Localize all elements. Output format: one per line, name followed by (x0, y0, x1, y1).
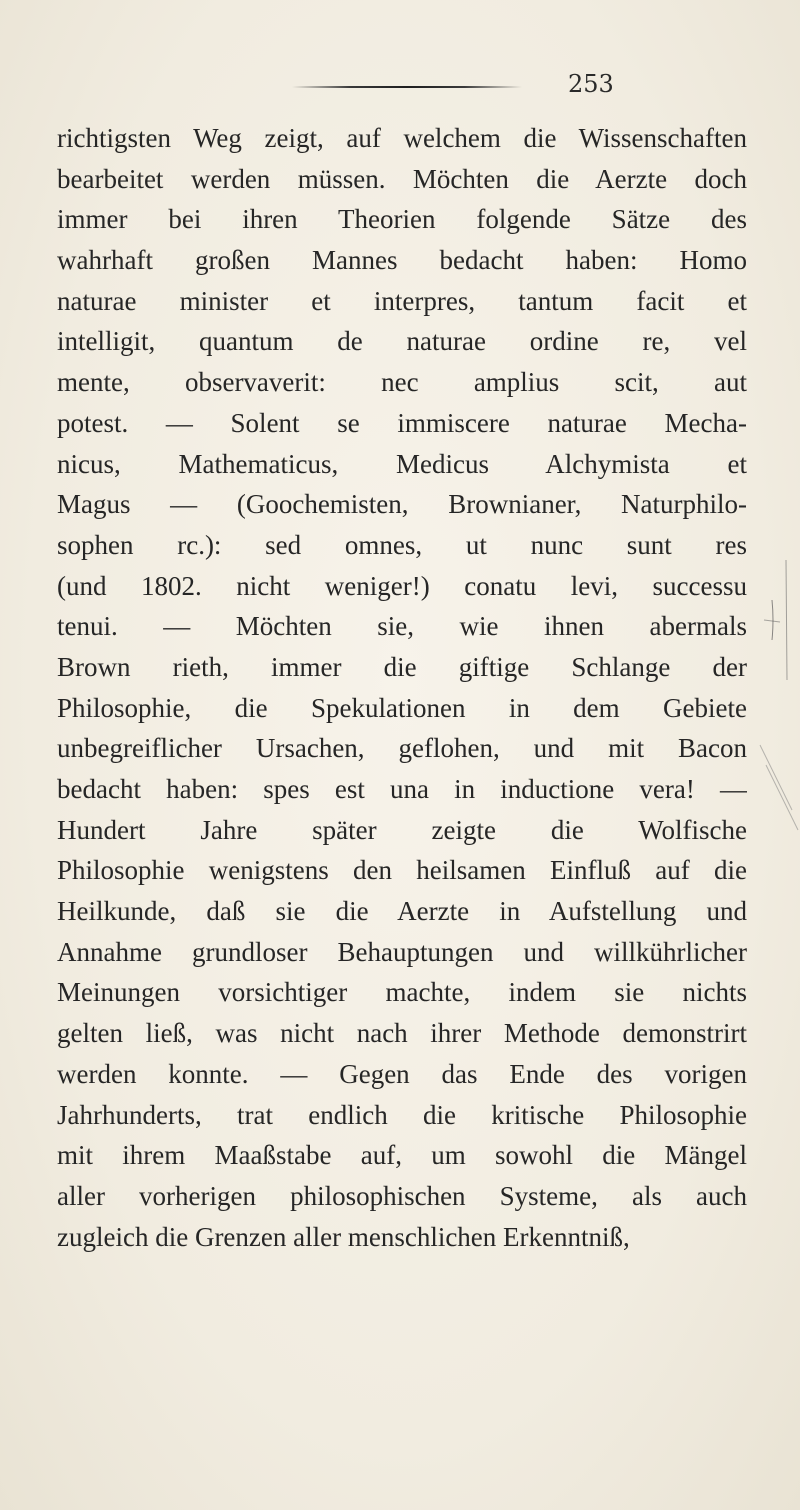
text-line: Meinungen vorsichtiger machte, indem sie nichts (57, 977, 747, 1008)
text-line: Magus — (Goochemisten, Brownianer, Naturphilo- (57, 489, 747, 520)
text-line: Philosophie, die Spekulationen in dem Gebiete (57, 692, 747, 723)
text-line: zugleich die Grenzen aller menschlichen Erkenntniß, (57, 1221, 630, 1252)
body-text (57, 118, 747, 1257)
text-line: mente, observaverit: nec amplius scit, aut (57, 367, 747, 398)
text-line: nicus, Mathematicus, Medicus Alchymista et (57, 448, 747, 479)
header-rule (292, 86, 522, 88)
text-line: Heilkunde, daß sie die Aerzte in Aufstellung und (57, 896, 747, 927)
text-line: mit ihrem Maaßstabe auf, um sowohl die Mängel (57, 1140, 747, 1171)
text-line: bearbeitet werden müssen. Möchten die Aerzte doch (57, 163, 747, 194)
text-line: Annahme grundloser Behauptungen und willkührlicher (57, 936, 747, 967)
text-line: Jahrhunderts, trat endlich die kritische Philosophie (57, 1099, 747, 1130)
text-line: sophen rc.): sed omnes, ut nunc sunt res (57, 529, 747, 560)
text-line: (und 1802. nicht weniger!) conatu levi, successu (57, 570, 747, 601)
text-line: werden konnte. — Gegen das Ende des vorigen (57, 1058, 747, 1089)
text-line: naturae minister et interpres, tantum facit et (57, 285, 747, 316)
text-line: potest. — Solent se immiscere naturae Mecha- (57, 407, 747, 438)
text-line: aller vorherigen philosophischen Systeme, als auch (57, 1180, 747, 1211)
text-line: intelligit, quantum de naturae ordine re, vel (57, 326, 747, 357)
text-line: bedacht haben: spes est una in inductione vera! — (57, 774, 747, 804)
margin-pencil-marks (750, 560, 800, 880)
text-line: tenui. — Möchten sie, wie ihnen abermals (57, 611, 747, 642)
text-line: Hundert Jahre später zeigte die Wolfische (57, 814, 747, 845)
text-line: Philosophie wenigstens den heilsamen Einfluß auf die (57, 855, 747, 886)
text-line: unbegreiflicher Ursachen, geflohen, und mit Bacon (57, 733, 747, 764)
text-line: Brown rieth, immer die giftige Schlange der (57, 651, 747, 682)
text-line: immer bei ihren Theorien folgende Sätze des (57, 204, 747, 235)
text-line: wahrhaft großen Mannes bedacht haben: Homo (57, 245, 747, 276)
page-number: 253 (568, 70, 614, 98)
text-line: richtigsten Weg zeigt, auf welchem die Wissenschaften (57, 123, 747, 153)
text-line: gelten ließ, was nicht nach ihrer Methode demonstrirt (57, 1018, 747, 1049)
